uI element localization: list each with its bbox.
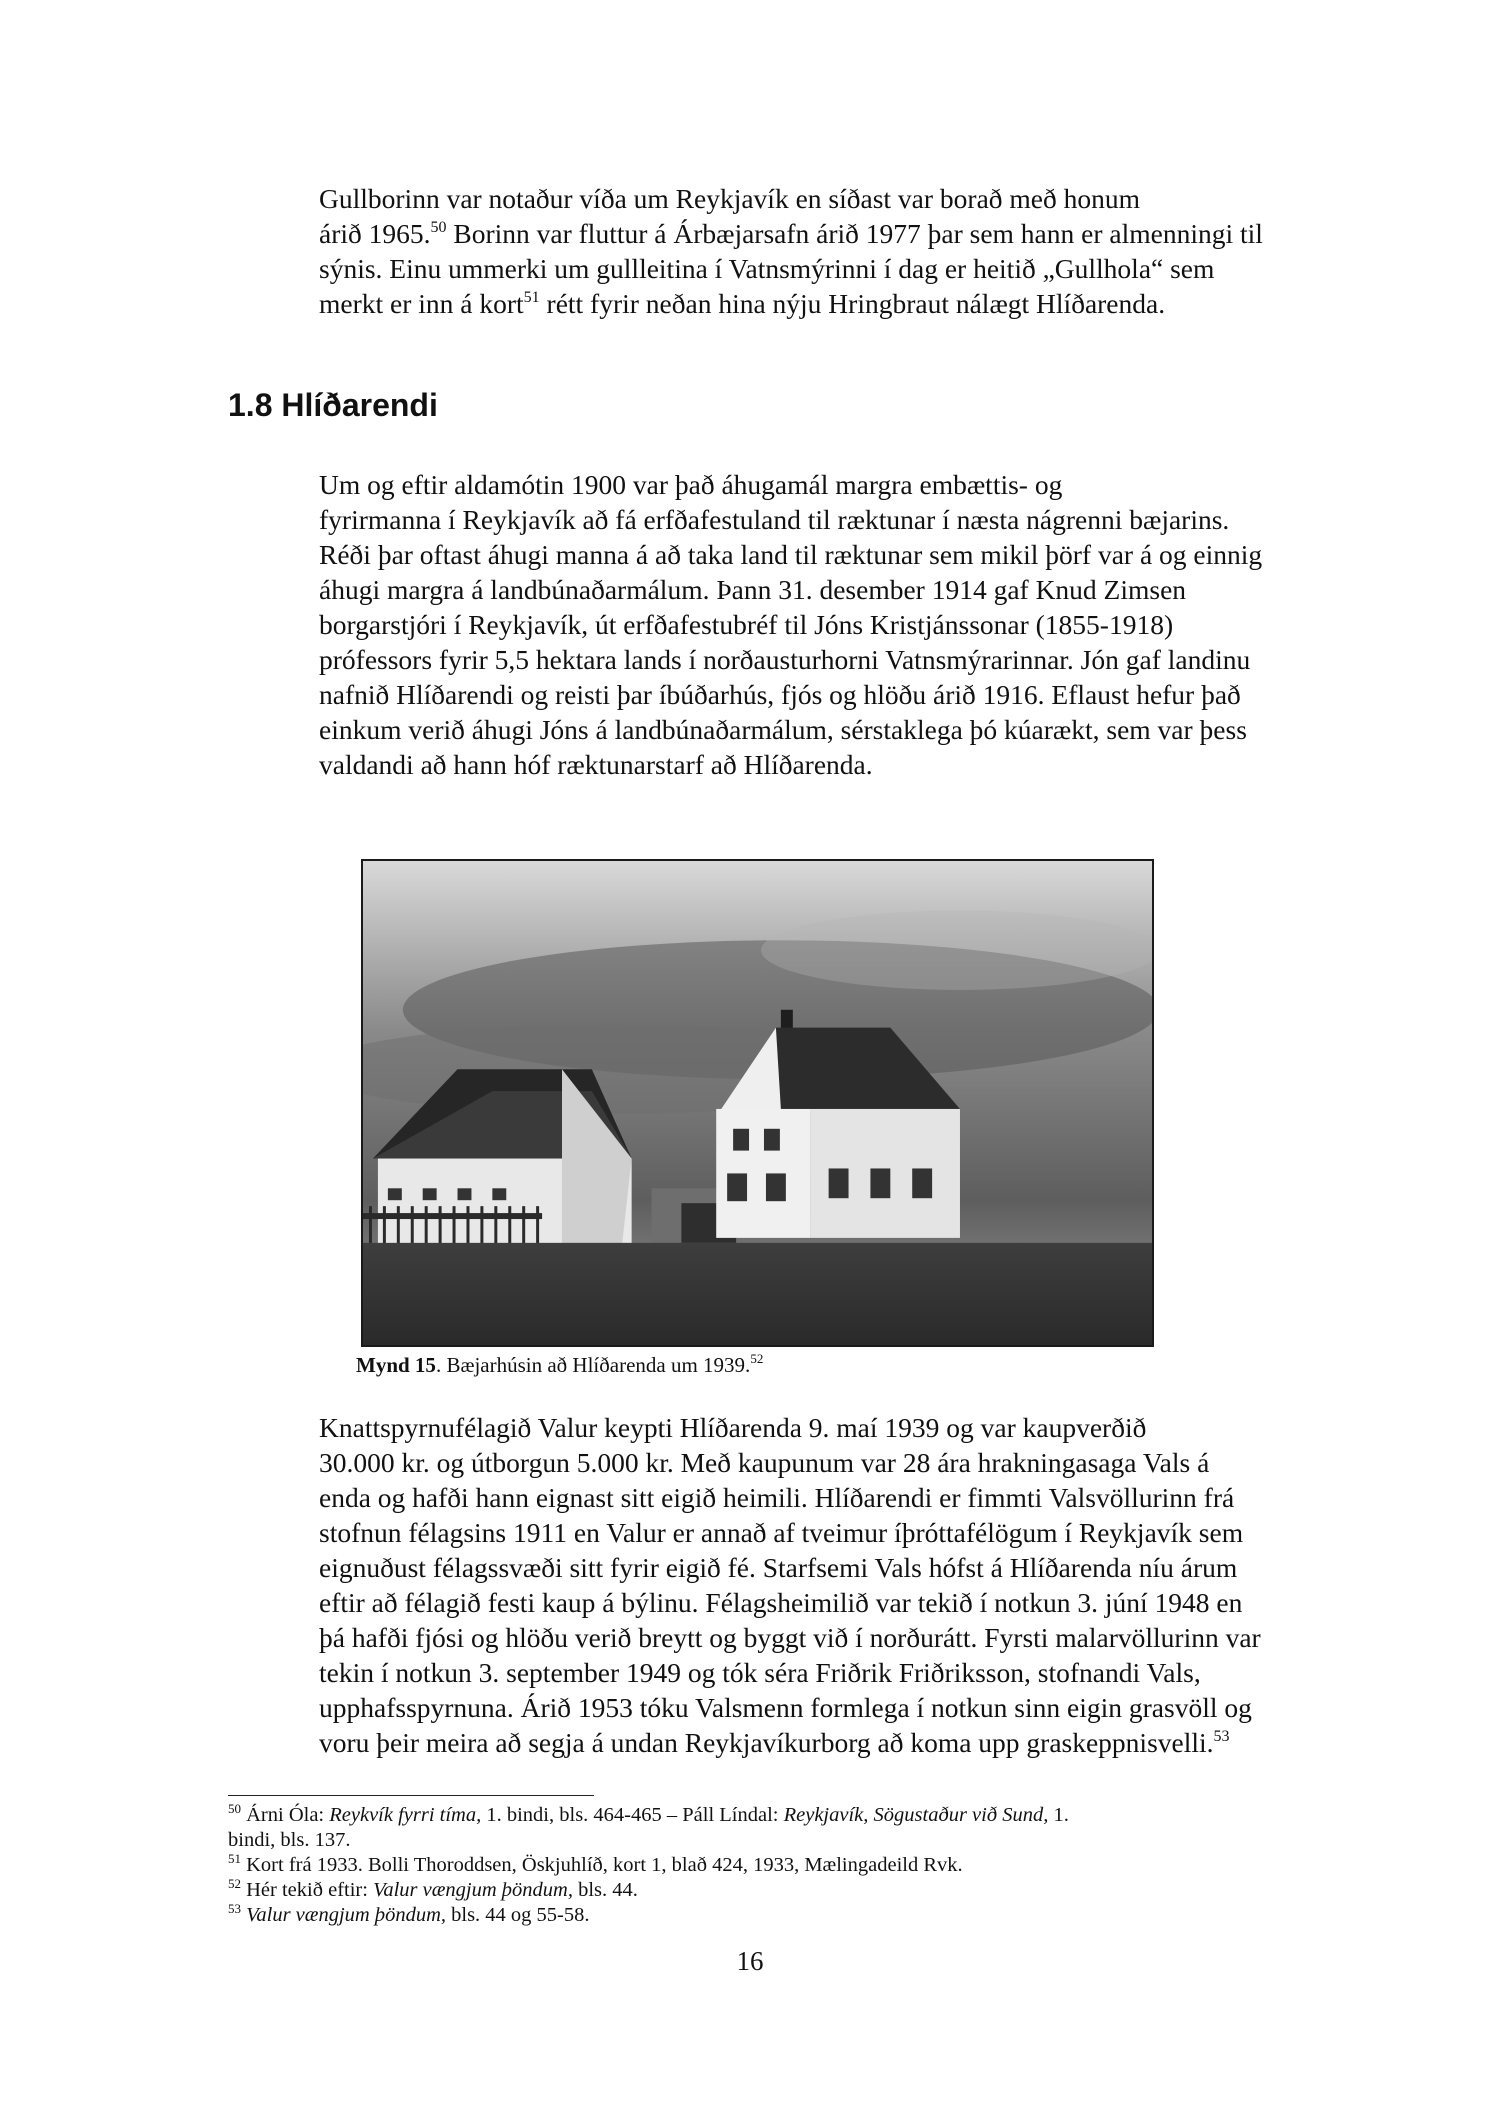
text-line: tekin í notkun 3. september 1949 og tók séra Friðrik Friðriksson, stofnandi Vals,: [319, 1657, 1201, 1688]
paragraph-hlidarendi-history: [228, 467, 1283, 782]
text-line: áhugi margra á landbúnaðarmálum. Þann 31. desember 1914 gaf Knud Zimsen: [319, 574, 1187, 605]
text-line: 30.000 kr. og útborgun 5.000 kr. Með kaupunum var 28 ára hrakningasaga Vals á: [319, 1447, 1210, 1478]
text-line: prófessors fyrir 5,5 hektara lands í norðausturhorni Vatnsmýrarinnar. Jón gaf landinu: [319, 644, 1251, 675]
text-line: þá hafði fjósi og hlöðu verið breytt og byggt við í norðurátt. Fyrsti malarvöllurinn var: [319, 1622, 1261, 1653]
footnotes: [228, 1803, 1298, 1928]
text-line: stofnun félagsins 1911 en Valur er annað af tveimur íþróttafélögum í Reykjavík sem: [319, 1517, 1244, 1548]
farmhouse-photo: [361, 859, 1154, 1347]
page-number: 16: [736, 1946, 764, 1976]
text-line: sýnis. Einu ummerki um gullleitina í Vatnsmýrinni í dag er heitið „Gullhola“ sem: [319, 253, 1215, 284]
footnote-ref-50[interactable]: 50: [430, 219, 447, 236]
text-line: upphafsspyrnuna. Árið 1953 tóku Valsmenn formlega í notkun sinn eigin grasvöll og: [319, 1692, 1252, 1723]
paragraph-valur-purchase: [228, 1410, 1283, 1760]
text-line: voru þeir meira að segja á undan Reykjavíkurborg að koma upp graskeppnisvelli.$^{53}$: [319, 1727, 1230, 1758]
farmhouse-photo-illustration: [363, 861, 1152, 1345]
text-line: merkt er inn á kort$^{51}$ rétt fyrir neðan hina nýju Hringbraut nálægt Hlíðarenda.: [319, 288, 1166, 319]
footnote-53: $^{53}$ Valur vængjum þöndum, bls. 44 og 55-58.: [228, 1901, 590, 1926]
footnote-separator: [228, 1795, 594, 1796]
footnote-50: $^{50}$ Árni Óla: Reykvík fyrri tíma, 1. bindi, bls. 464-465 – Páll Líndal: Reykjavík, Sögustaður við Sund, 1. bindi, bls. 137.: [228, 1801, 1069, 1851]
text-line: Réði þar oftast áhugi manna á að taka land til ræktunar sem mikil þörf var á og einnig: [319, 539, 1263, 570]
figure-caption: Mynd 15. Bæjarhúsin að Hlíðarenda um 1939.52: [356, 1351, 764, 1377]
text-line: enda og hafði hann eignast sitt eigið heimili. Hlíðarendi er fimmti Valsvöllurinn frá: [319, 1482, 1235, 1513]
footnote-ref-51[interactable]: 51: [523, 289, 540, 306]
footnote-ref-52[interactable]: 52: [750, 1351, 764, 1366]
footnote-ref-53[interactable]: 53: [1213, 1728, 1230, 1745]
text-line: eftir að félagið festi kaup á býlinu. Félagsheimilið var tekið í notkun 3. júní 1948 en: [319, 1587, 1243, 1618]
footnote-52: $^{52}$ Hér tekið eftir: Valur vængjum þöndum, bls. 44.: [228, 1876, 638, 1901]
text-line: Knattspyrnufélagið Valur keypti Hlíðarenda 9. maí 1939 og var kaupverðið: [319, 1412, 1147, 1443]
text-line: valdandi að hann hóf ræktunarstarf að Hlíðarenda.: [319, 749, 873, 780]
footnote-51: $^{51}$ Kort frá 1933. Bolli Thoroddsen, Öskjuhlíð, kort 1, blað 424, 1933, Mælingadeild Rvk.: [228, 1851, 963, 1876]
text-line: eignuðust félagssvæði sitt fyrir eigið fé. Starfsemi Vals hófst á Hlíðarenda níu árum: [319, 1552, 1238, 1583]
text-line: Gullborinn var notaður víða um Reykjavík en síðast var borað með honum: [319, 183, 1141, 214]
text-line: fyrirmanna í Reykjavík að fá erfðafestuland til ræktunar í næsta nágrenni bæjarins.: [319, 504, 1230, 535]
text-line: borgarstjóri í Reykjavík, út erfðafestubréf til Jóns Kristjánssonar (1855-1918): [319, 609, 1174, 640]
text-line: árið 1965.50 Borinn var fluttur á Árbæjarsafn árið 1977 þar sem hann er almenningi til: [319, 218, 1263, 249]
section-heading: 1.8 Hlíðarendi: [228, 387, 438, 423]
intro-paragraph: [228, 181, 1283, 321]
text-line: einkum verið áhugi Jóns á landbúnaðarmálum, sérstaklega þó kúarækt, sem var þess: [319, 714, 1247, 745]
text-line: nafnið Hlíðarendi og reisti þar íbúðarhús, fjós og hlöðu árið 1916. Eflaust hefur það: [319, 679, 1241, 710]
figure-label: Mynd 15: [356, 1353, 436, 1377]
text-line: Um og eftir aldamótin 1900 var það áhugamál margra embættis- og: [319, 469, 1063, 500]
